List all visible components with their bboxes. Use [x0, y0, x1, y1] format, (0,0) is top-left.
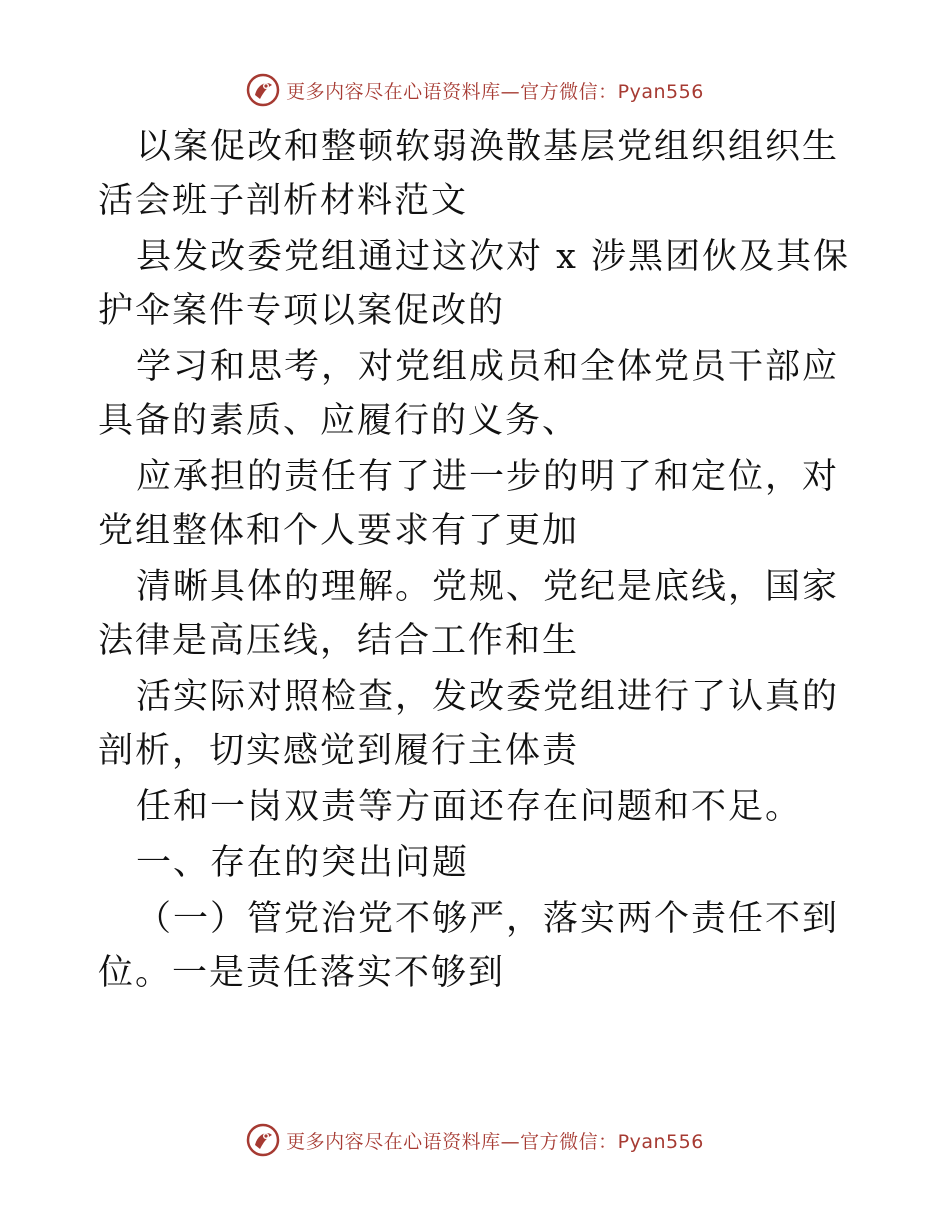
paragraph: 任和一岗双责等方面还存在问题和不足。 — [136, 787, 803, 827]
rose-logo-icon — [246, 1123, 280, 1157]
paragraph: 县发改委党组通过这次对 x 涉黑团伙及其保护伞案件专项以案促改的 — [98, 237, 850, 331]
paragraph: 应承担的责任有了进一步的明了和定位，对党组整体和个人要求有了更加 — [98, 457, 840, 551]
header-banner-text: 更多内容尽在心语资料库—官方微信：Pyan556 — [286, 80, 704, 103]
paragraph: 学习和思考，对党组成员和全体党员干部应具备的素质、应履行的义务、 — [98, 347, 840, 441]
rose-logo-icon — [246, 73, 280, 107]
footer-banner-text: 更多内容尽在心语资料库—官方微信：Pyan556 — [286, 1130, 704, 1153]
paragraph: （一）管党治党不够严，落实两个责任不到位。一是责任落实不够到 — [98, 899, 840, 993]
paragraph: 清晰具体的理解。党规、党纪是底线，国家法律是高压线，结合工作和生 — [98, 567, 840, 661]
section-heading: 一、存在的突出问题 — [136, 843, 470, 883]
document-body — [98, 120, 858, 1002]
paragraph-title: 以案促改和整顿软弱涣散基层党组织组织生活会班子剖析材料范文 — [98, 127, 840, 221]
footer-banner — [0, 1120, 950, 1160]
paragraph: 活实际对照检查，发改委党组进行了认真的剖析，切实感觉到履行主体责 — [98, 677, 840, 771]
header-banner — [0, 70, 950, 110]
